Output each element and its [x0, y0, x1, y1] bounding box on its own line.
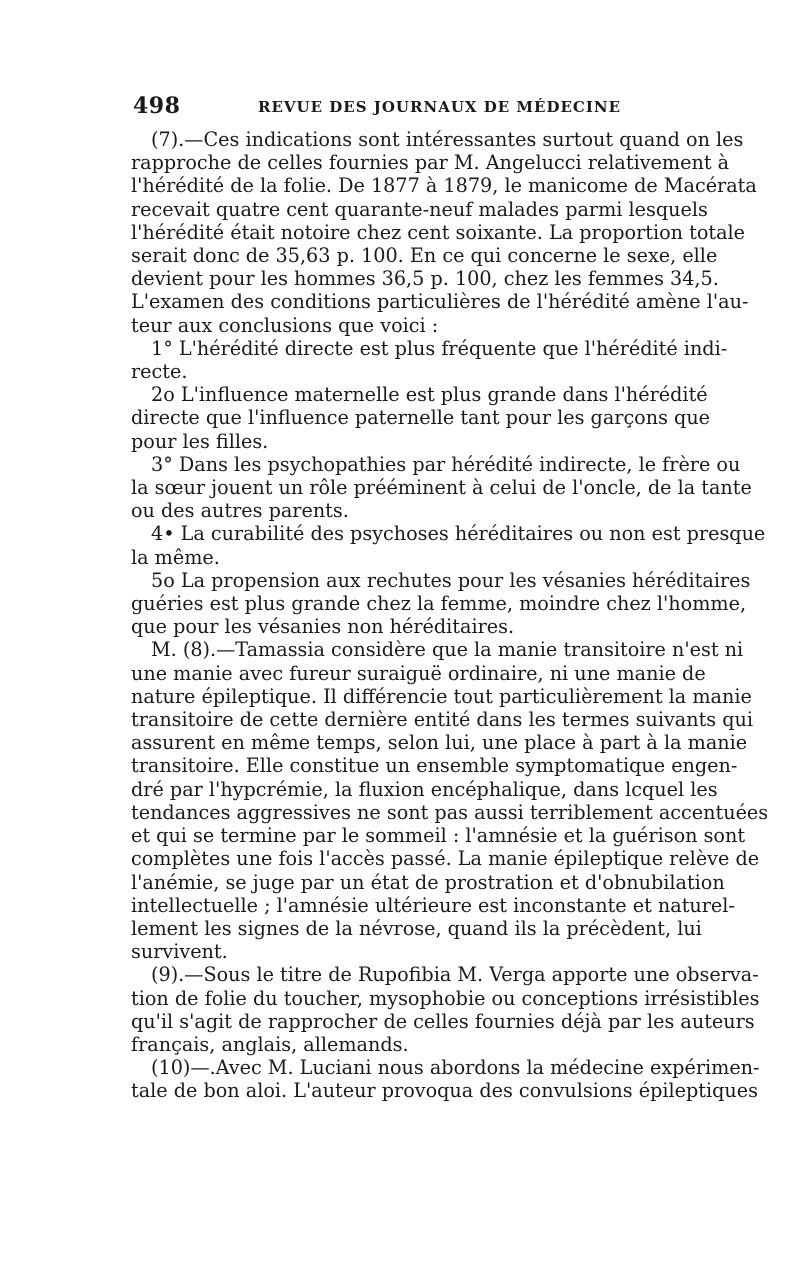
conclusion-2: [131, 383, 711, 453]
text-line: transitoire. Elle constitue un ensemble symptomatique engen-: [131, 754, 738, 778]
text-line: l'hérédité de la folie. De 1877 à 1879, le manicome de Macérata: [131, 174, 757, 198]
body-text: [131, 128, 769, 1103]
text-line: M. (8).—Tamassia considère que la manie transitoire n'est ni: [151, 638, 744, 662]
conclusion-4: [131, 522, 766, 569]
conclusion-3: [131, 452, 752, 523]
text-line: tendances aggressives ne sont pas aussi terriblement accentuées: [131, 800, 769, 824]
text-line: directe que l'influence paternelle tant pour les garçons que: [131, 406, 711, 430]
text-line: intellectuelle ; l'amnésie ultérieure est inconstante et naturel-: [131, 893, 735, 917]
text-line: l'anémie, se juge par un état de prostration et d'obnubilation: [131, 870, 725, 894]
text-line: teur aux conclusions que voici :: [131, 313, 439, 337]
text-line: recte.: [131, 360, 188, 384]
paragraph-7: [131, 128, 757, 337]
text-line: lement les signes de la névrose, quand ils la précèdent, lui: [131, 916, 702, 940]
text-line: une manie avec fureur suraiguë ordinaire, ni une manie de: [131, 661, 706, 685]
text-line: 4• La curabilité des psychoses héréditaires ou non est presque: [151, 522, 766, 546]
text-line: et qui se termine par le sommeil : l'amnésie et la guérison sont: [131, 824, 746, 848]
text-line: 2o L'influence maternelle est plus grande dans l'hérédité: [151, 383, 708, 407]
text-line: (9).—Sous le titre de Rupofibia M. Verga apporte une observa-: [151, 963, 759, 987]
text-line: qu'il s'agit de rapprocher de celles fournies déjà par les auteurs: [131, 1009, 755, 1033]
conclusion-5: [131, 568, 751, 639]
text-line: l'hérédité était notoire chez cent soixante. La proportion totale: [131, 220, 746, 244]
text-line: que pour les vésanies non héréditaires.: [131, 615, 515, 639]
text-line: tion de folie du toucher, mysophobie ou conceptions irrésistibles: [131, 986, 760, 1010]
text-line: rapproche de celles fournies par M. Angelucci relativement à: [131, 151, 730, 175]
text-line: survivent.: [131, 940, 228, 964]
text-line: pour les filles.: [131, 429, 269, 453]
text-line: ou des autres parents.: [131, 499, 349, 523]
paragraph-8: [131, 638, 769, 964]
text-line: 5o La propension aux rechutes pour les vésanies héréditaires: [151, 568, 751, 592]
text-line: complètes une fois l'accès passé. La manie épileptique relève de: [131, 847, 760, 871]
running-head: REVUE DES JOURNAUX DE MÉDECINE: [258, 98, 622, 116]
text-line: la même.: [131, 545, 220, 569]
text-line: français, anglais, allemands.: [131, 1032, 409, 1056]
text-line: L'examen des conditions particulières de l'hérédité amène l'au-: [131, 290, 749, 314]
text-line: serait donc de 35,63 p. 100. En ce qui concerne le sexe, elle: [131, 244, 718, 268]
text-line: nature épileptique. Il différencie tout particulièrement la manie: [131, 684, 752, 708]
text-line: devient pour les hommes 36,5 p. 100, chez les femmes 34,5.: [131, 267, 719, 291]
text-line: 1° L'hérédité directe est plus fréquente que l'hérédité indi-: [151, 336, 728, 360]
page-header: [133, 93, 678, 119]
text-line: assurent en même temps, selon lui, une place à part à la manie: [131, 731, 748, 755]
text-line: recevait quatre cent quarante-neuf malades parmi lesquels: [131, 197, 708, 221]
text-line: transitoire de cette dernière entité dans les termes suivants qui: [131, 708, 754, 732]
text-line: tale de bon aloi. L'auteur provoqua des convulsions épileptiques: [131, 1079, 758, 1103]
text-line: dré par l'hypcrémie, la fluxion encéphalique, dans lcquel les: [131, 777, 718, 801]
text-line: guéries est plus grande chez la femme, moindre chez l'homme,: [131, 592, 747, 616]
text-line: la sœur jouent un rôle prééminent à celui de l'oncle, de la tante: [131, 476, 752, 500]
text-line: (10)—.Avec M. Luciani nous abordons la médecine expérimen-: [151, 1056, 760, 1080]
paragraph-10: [131, 1056, 760, 1103]
page-number: 498: [133, 93, 181, 119]
text-line: (7).—Ces indications sont intéressantes surtout quand on les: [151, 128, 744, 151]
conclusion-1: [131, 336, 728, 384]
paragraph-9: [131, 963, 760, 1056]
text-line: 3° Dans les psychopathies par hérédité indirecte, le frère ou: [151, 452, 741, 476]
